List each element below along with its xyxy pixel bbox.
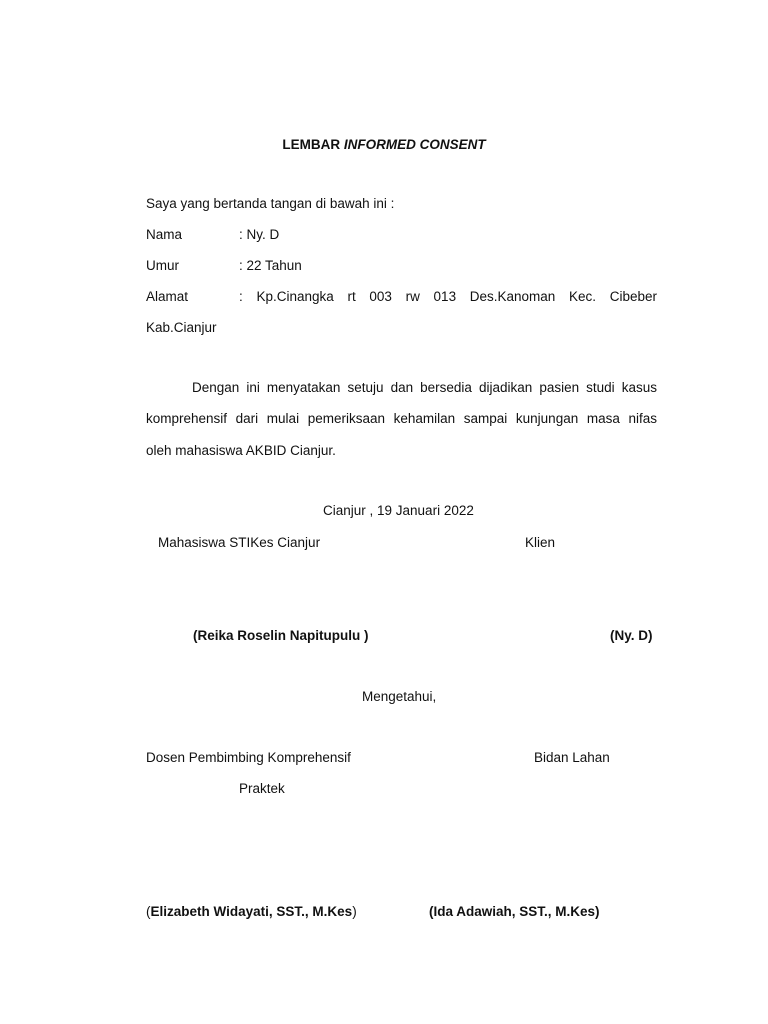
title-prefix: LEMBAR: [282, 137, 344, 152]
nama-value: : Ny. D: [239, 227, 280, 242]
title-italic: INFORMED CONSENT: [343, 137, 486, 152]
acknowledged-text: Mengetahui,: [362, 689, 437, 704]
field-nama: [146, 227, 279, 243]
alamat-value: : Kp.Cinangka rt 003 rw 013 Des.Kanoman Kec. Cibeber: [239, 289, 657, 304]
nama-label: Nama: [146, 227, 183, 242]
lecturer-open-paren: (: [146, 904, 151, 919]
statement-line2: komprehensif dari mulai pemeriksaan kehamilan sampai kunjungan masa nifas: [146, 411, 657, 426]
midwife-role-line2: Praktek: [239, 781, 285, 796]
place-date: Cianjur , 19 Januari 2022: [323, 503, 474, 518]
lecturer-name: Elizabeth Widayati, SST., M.Kes: [150, 904, 353, 919]
client-role: Klien: [525, 535, 556, 550]
intro-text: Saya yang bertanda tangan di bawah ini :: [146, 196, 395, 211]
lecturer-name-line: [146, 904, 357, 920]
alamat-label: Alamat: [146, 289, 189, 304]
lecturer-role: Dosen Pembimbing Komprehensif: [146, 750, 351, 765]
umur-label: Umur: [146, 258, 179, 273]
field-umur: [146, 258, 302, 274]
statement-line1: Dengan ini menyatakan setuju dan bersedia dijadikan pasien studi kasus: [192, 380, 657, 395]
midwife-name: (Ida Adawiah, SST., M.Kes): [429, 904, 600, 919]
field-alamat: [146, 289, 657, 305]
midwife-role-line1: Bidan Lahan: [534, 750, 610, 765]
client-name: (Ny. D): [610, 628, 653, 643]
lecturer-close-paren: ): [352, 904, 357, 919]
statement-line3: oleh mahasiswa AKBID Cianjur.: [146, 443, 336, 458]
page-title: [0, 137, 768, 153]
umur-value: : 22 Tahun: [239, 258, 302, 273]
student-role: Mahasiswa STIKes Cianjur: [158, 535, 321, 550]
alamat-line2: Kab.Cianjur: [146, 320, 217, 335]
student-name: (Reika Roselin Napitupulu ): [193, 628, 369, 643]
